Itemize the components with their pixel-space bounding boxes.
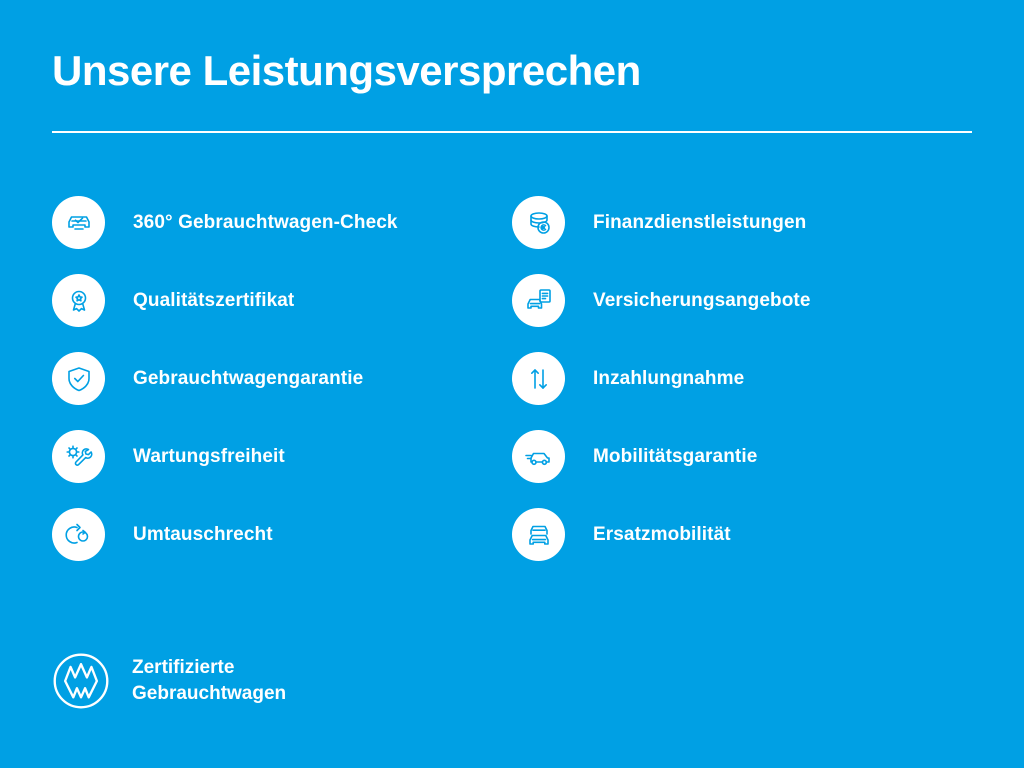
- feature-label: 360° Gebrauchtwagen-Check: [133, 211, 398, 233]
- feature-label: Ersatzmobilität: [593, 523, 731, 545]
- features-column-left: [52, 196, 512, 561]
- footer-text: [132, 655, 286, 706]
- page-title: Unsere Leistungsversprechen: [52, 47, 641, 94]
- exchange-arrows-icon: [52, 508, 105, 561]
- feature-label: Qualitätszertifikat: [133, 289, 295, 311]
- feature-item: [52, 274, 512, 327]
- title-divider: [52, 131, 972, 133]
- up-down-arrows-icon: [512, 352, 565, 405]
- footer-line-2: Gebrauchtwagen: [132, 683, 287, 704]
- feature-item: [52, 508, 512, 561]
- feature-item: [512, 352, 972, 405]
- feature-item: [512, 274, 972, 327]
- car-speed-icon: [512, 430, 565, 483]
- car-check-icon: [52, 196, 105, 249]
- feature-label: Inzahlungnahme: [593, 367, 745, 389]
- shield-check-icon: [52, 352, 105, 405]
- feature-item: [52, 352, 512, 405]
- feature-label: Umtauschrecht: [133, 523, 273, 545]
- wrench-gear-icon: [52, 430, 105, 483]
- features-column-right: [512, 196, 972, 561]
- car-document-icon: [512, 274, 565, 327]
- feature-item: [512, 508, 972, 561]
- feature-item: [52, 196, 512, 249]
- two-cars-icon: [512, 508, 565, 561]
- quality-seal-icon: [52, 274, 105, 327]
- feature-label: Wartungsfreiheit: [133, 445, 285, 467]
- volkswagen-logo: [52, 652, 110, 710]
- feature-item: [52, 430, 512, 483]
- feature-label: Versicherungsangebote: [593, 289, 811, 311]
- footer-line-1: Zertifizierte: [132, 657, 235, 679]
- feature-label: Mobilitätsgarantie: [593, 445, 758, 467]
- coins-euro-icon: [512, 196, 565, 249]
- feature-label: Gebrauchtwagengarantie: [133, 367, 364, 389]
- features-container: [52, 196, 972, 561]
- feature-item: [512, 196, 972, 249]
- feature-item: [512, 430, 972, 483]
- feature-label: Finanzdienstleistungen: [593, 211, 807, 233]
- footer-branding: [52, 652, 286, 710]
